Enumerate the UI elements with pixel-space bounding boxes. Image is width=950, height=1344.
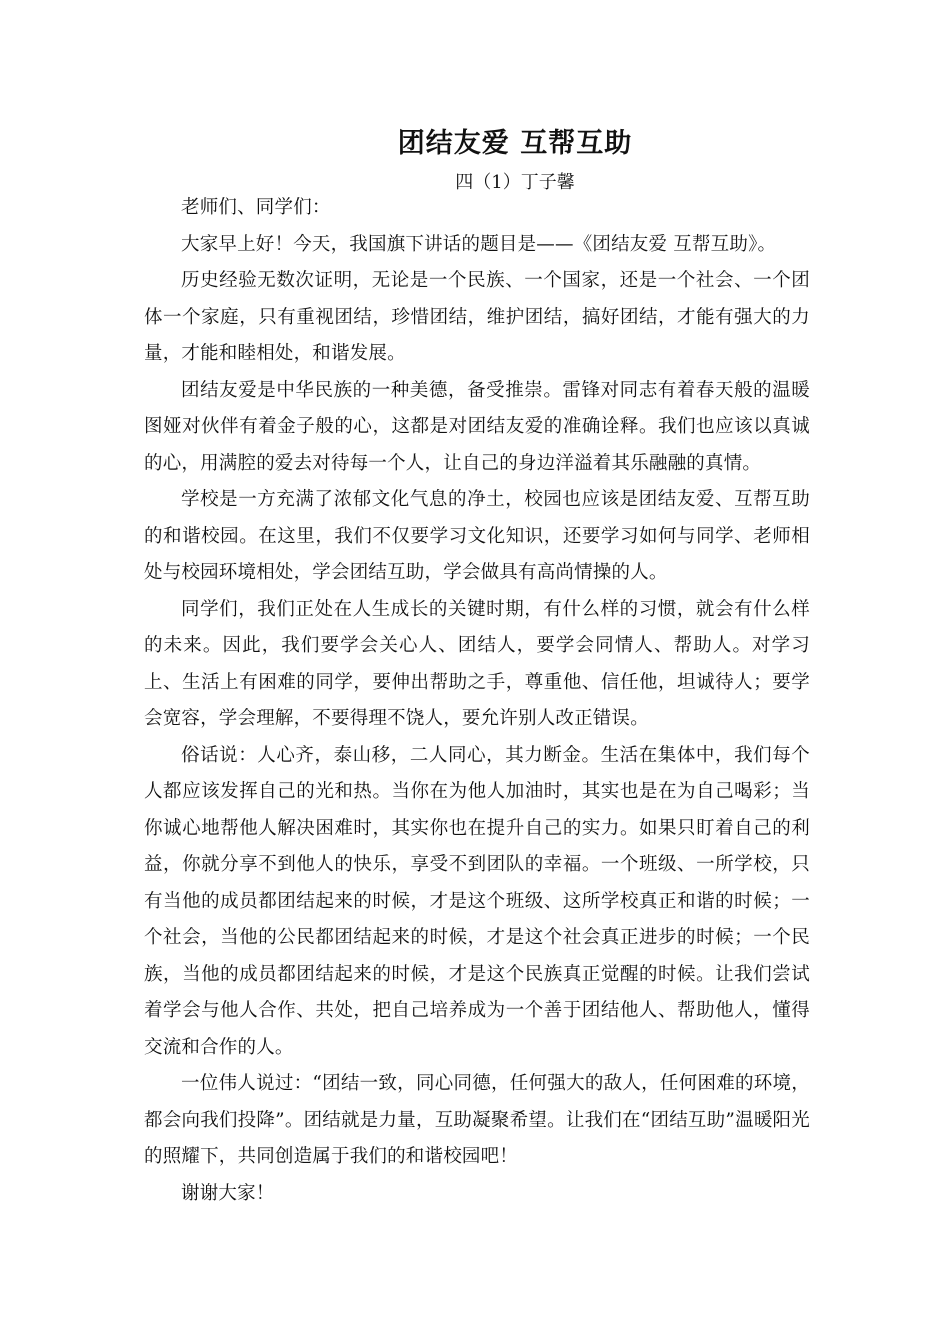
document-author: 四（1）丁子馨 <box>455 172 575 193</box>
paragraph-virtue: 团结友爱是中华民族的一种美德，备受推崇。雷锋对同志有着春天般的温暖图娅对伙伴有着金子般的心，这都是对团结友爱的准确诠释。我们也应该以真诚的心，用满腔的爱去对待每一个人，让自己的身边洋溢着其乐融融的真情。 <box>144 379 810 474</box>
speech-body <box>144 190 810 1212</box>
closing-thanks: 谢谢大家！ <box>181 1182 275 1204</box>
paragraph-growth: 同学们，我们正处在人生成长的关键时期，有什么样的习惯，就会有什么样的未来。因此，我们要学会关心人、团结人，要学会同情人、帮助人。对学习上、生活上有困难的同学，要伸出帮助之手，尊重他、信任他，坦诚待人；要学会宽容，学会理解，不要得理不饶人，要允许别人改正错误。 <box>144 598 810 729</box>
paragraph-proverb: 俗话说：人心齐，泰山移，二人同心，其力断金。生活在集体中，我们每个人都应该发挥自己的光和热。当你在为他人加油时，其实也是在为自己喝彩；当你诚心地帮他人解决困难时，其实你也在提升自己的实力。如果只盯着自己的利益，你就分享不到他人的快乐，享受不到团队的幸福。一个班级、一所学校，只有当他的成员都团结起来的时候，才是这个班级、这所学校真正和谐的时候；一个社会，当他的公民都团结起来的时候，才是这个社会真正进步的时候；一个民族，当他的成员都团结起来的时候，才是这个民族真正觉醒的时候。让我们尝试着学会与他人合作、共处，把自己培养成为一个善于团结他人、帮助他人，懂得交流和合作的人。 <box>144 744 810 1058</box>
document-title: 团结友爱 互帮互助 <box>397 128 633 159</box>
paragraph-history: 历史经验无数次证明，无论是一个民族、一个国家，还是一个社会、一个团体一个家庭，只有重视团结，珍惜团结，维护团结，搞好团结，才能有强大的力量，才能和睦相处，和谐发展。 <box>144 270 810 364</box>
paragraph-greeting: 大家早上好！今天，我国旗下讲话的题目是——《团结友爱 互帮互助》。 <box>181 233 777 255</box>
salutation: 老师们、同学们： <box>181 197 331 218</box>
paragraph-quote: 一位伟人说过：“团结一致，同心同德，任何强大的敌人，任何困难的环境，都会向我们投降”。团结就是力量，互助凝聚希望。让我们在“团结互助”温暖阳光的照耀下，共同创造属于我们的和谐校园吧！ <box>144 1073 810 1167</box>
paragraph-school: 学校是一方充满了浓郁文化气息的净土，校园也应该是团结友爱、互帮互助的和谐校园。在这里，我们不仅要学习文化知识，还要学习如何与同学、老师相处与校园环境相处，学会团结互助，学会做具有高尚情操的人。 <box>144 489 810 583</box>
